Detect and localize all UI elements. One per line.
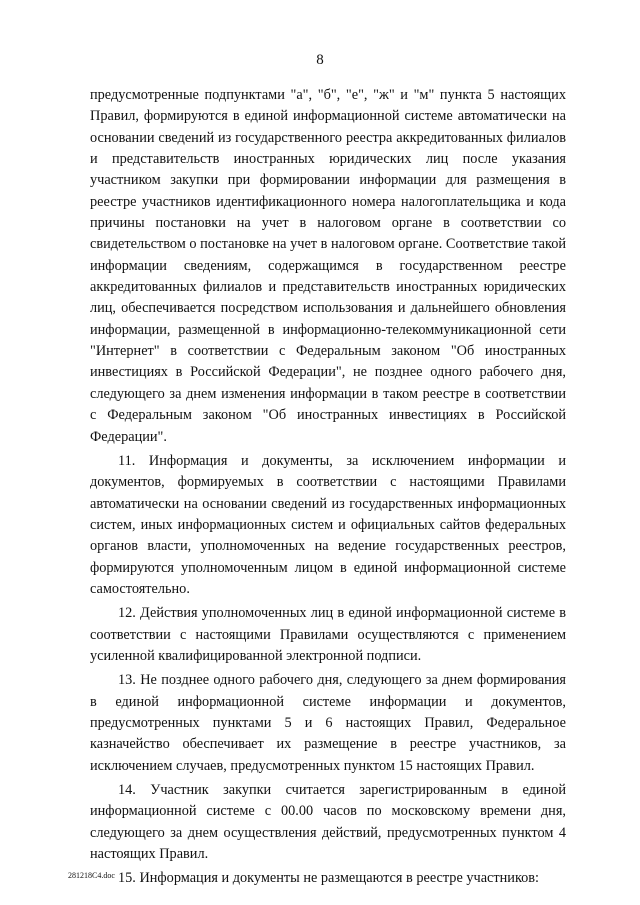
paragraph-13: 13. Не позднее одного рабочего дня, следующего за днем формирования в единой информационной системе информации и документов, предусмотренных пунктами 5 и 6 настоящих Правил, Федеральное казначейство обеспечивает их размещение в реестре участников, за исключением случаев, предусмотренных пунктом 15 настоящих Правил.	[90, 672, 566, 774]
paragraph-12: 12. Действия уполномоченных лиц в единой информационной системе в соответствии с настоящими Правилами осуществляются с применением усиленной квалифицированной электронной подписи.	[90, 605, 566, 664]
paragraph-continued: предусмотренные подпунктами "а", "б", "е", "ж" и "м" пункта 5 настоящих Правил, формируются в единой информационной системе автоматически на основании сведений из государственного реестра аккредитованных филиалов и представительств иностранных юридических лиц после указания участником закупки при формировании информации для размещения в реестре участников идентификационного номера налогоплательщика и кода причины постановки на учет в налоговом органе в соответствии со свидетельством о постановке на учет в налоговом органе. Соответствие такой информации сведениям, содержащимся в государственном реестре аккредитованных филиалов и представительств иностранных юридических лиц, обеспечивается посредством использования и дальнейшего обновления информации, размещенной в информационно-телекоммуникационной сети "Интернет" в соответствии с Федеральным законом "Об иностранных инвестициях в Российской Федерации", не позднее одного рабочего дня, следующего за днем изменения информации в таком реестре в соответствии с Федеральным законом "Об иностранных инвестициях в Российской Федерации".	[90, 87, 566, 445]
page-number: 8	[316, 52, 324, 68]
paragraph-14: 14. Участник закупки считается зарегистрированным в единой информационной системе с 00.00 часов по московскому времени дня, следующего за днем осуществления действий, предусмотренных пунктом 4 настоящих Правил.	[90, 782, 566, 863]
footer-filename: 281218С4.doc	[68, 871, 115, 880]
paragraph-11: 11. Информация и документы, за исключением информации и документов, формируемых в соответствии с настоящими Правилами автоматически на основании сведений из государственных информационных систем, иных информационных систем и официальных сайтов федеральных органов власти, уполномоченных на ведение государственных реестров, формируются уполномоченным лицом в единой информационной системе самостоятельно.	[90, 452, 566, 597]
paragraph-15: 15. Информация и документы не размещаются в реестре участников:	[118, 870, 540, 887]
document-body	[90, 85, 566, 893]
